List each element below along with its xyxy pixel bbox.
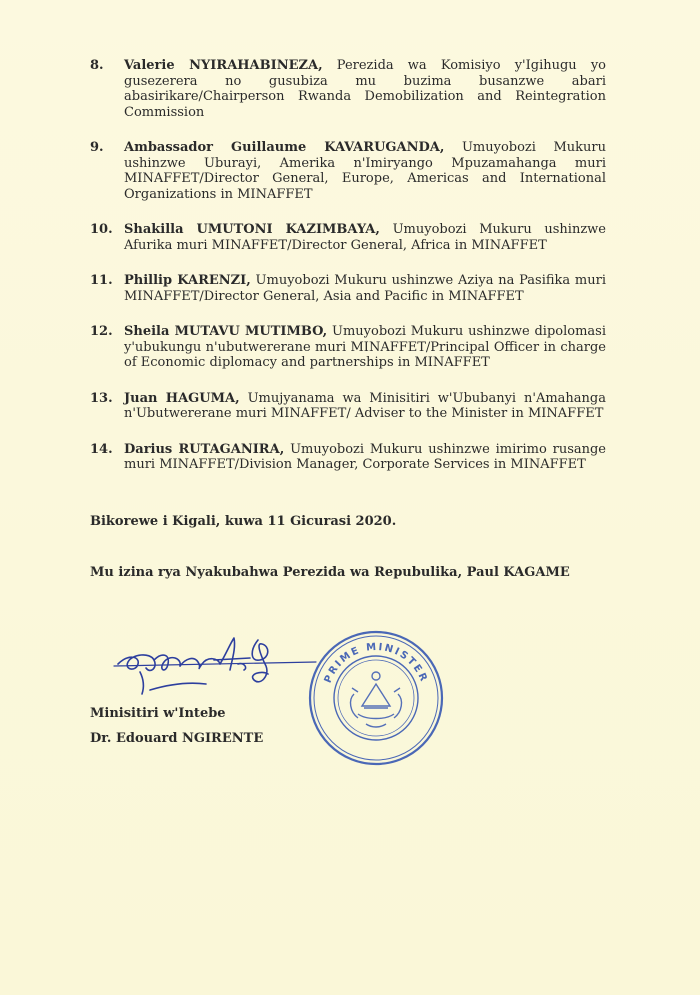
item-body <box>124 442 606 473</box>
list-item <box>90 324 606 371</box>
appointee-name: Phillip KARENZI, <box>124 273 251 288</box>
item-body <box>124 391 606 422</box>
list-item <box>90 140 606 202</box>
signature-image <box>110 630 320 700</box>
signatory-title: Minisitiri w'Intebe <box>90 706 226 721</box>
item-number: 11. <box>90 273 113 288</box>
item-number: 10. <box>90 222 113 237</box>
list-item <box>90 58 606 120</box>
item-body <box>124 222 606 253</box>
appointee-position: Umuyobozi Mukuru ushinzwe Afurika muri MINAFFET/Director General, Africa in MINAFFET <box>124 222 606 253</box>
item-body <box>124 273 606 304</box>
item-number: 14. <box>90 441 113 457</box>
item-body <box>124 324 606 371</box>
list-item <box>90 222 606 253</box>
seal-text: PRIME MINISTER <box>322 641 430 685</box>
list-item <box>90 442 606 473</box>
on-behalf-line: Mu izina rya Nyakubahwa Perezida wa Repubulika, Paul KAGAME <box>90 565 570 580</box>
appointee-name: Darius RUTAGANIRA, <box>124 441 285 457</box>
item-number: 12. <box>90 324 113 339</box>
appointee-name: Ambassador Guillaume KAVARUGANDA, <box>124 140 445 155</box>
appointee-name: Juan HAGUMA, <box>124 390 240 406</box>
appointee-position: Perezida wa Komisiyo y'Igihugu yo gusezerera no gusubiza mu buzima busanzwe abari abasirikare/Chairperson Rwanda Demobilization and Reintegration Commission <box>124 58 607 120</box>
list-item <box>90 391 606 422</box>
place-and-date: Bikorewe i Kigali, kuwa 11 Gicurasi 2020. <box>90 514 397 529</box>
appointee-position: Umuyobozi Mukuru ushinzwe Uburayi, Amerika n'Imiryango Mpuzamahanga muri MINAFFET/Director General, Europe, Americas and International Organizations in MINAFFET <box>124 140 606 202</box>
appointee-position: Umujyanama wa Minisitiri w'Ububanyi n'Amahanga n'Ubutwererane muri MINAFFET/ Adviser to the Minister in MINAFFET <box>124 390 606 421</box>
appointee-name: Valerie NYIRAHABINEZA, <box>124 58 323 73</box>
appointee-position: Umuyobozi Mukuru ushinzwe imirimo rusange muri MINAFFET/Division Manager, Corporate Services in MINAFFET <box>124 441 607 472</box>
item-body <box>124 58 606 120</box>
item-number: 8. <box>90 58 104 73</box>
item-number: 13. <box>90 390 113 406</box>
appointment-list <box>90 58 606 473</box>
appointee-name: Shakilla UMUTONI KAZIMBAYA, <box>124 222 380 237</box>
appointee-position: Umuyobozi Mukuru ushinzwe dipolomasi y'ubukungu n'ubutwererane muri MINAFFET/Principal Officer in charge of Economic diplomacy and partnerships in MINAFFET <box>124 324 607 370</box>
appointee-position: Umuyobozi Mukuru ushinzwe Aziya na Pasifika muri MINAFFET/Director General, Asia and Pacific in MINAFFET <box>124 273 606 304</box>
prime-minister-seal <box>306 628 446 768</box>
list-item <box>90 273 606 304</box>
item-number: 9. <box>90 140 104 155</box>
appointee-name: Sheila MUTAVU MUTIMBO, <box>124 324 328 339</box>
item-body <box>124 140 606 202</box>
signatory-name: Dr. Edouard NGIRENTE <box>90 731 264 746</box>
